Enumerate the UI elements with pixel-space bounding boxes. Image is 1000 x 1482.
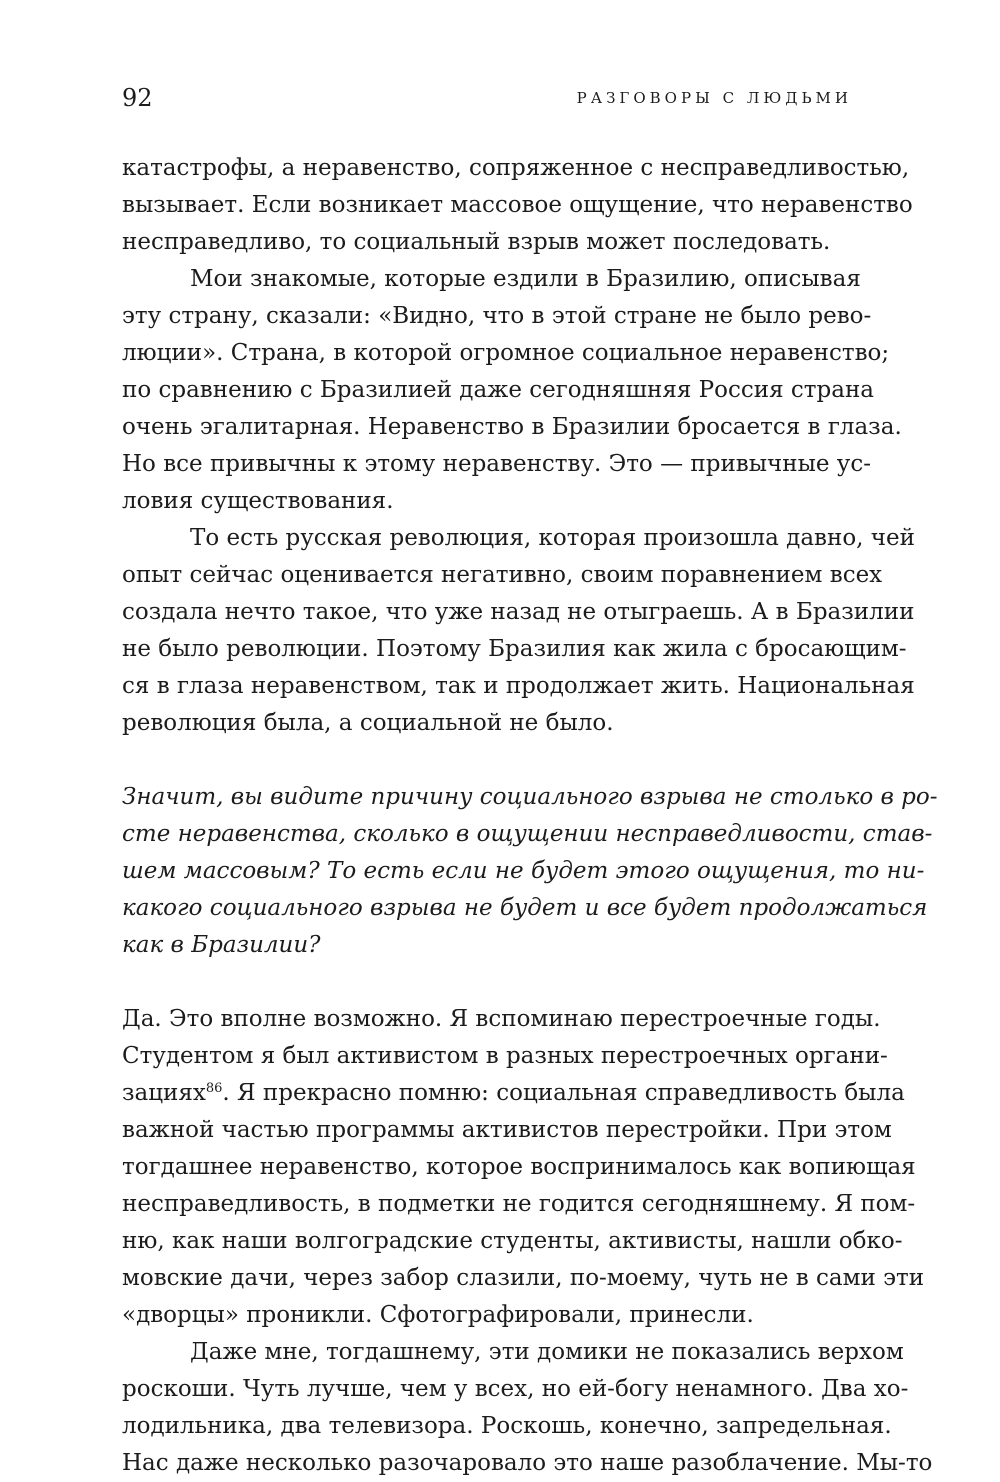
text-line: эту страну, сказали: «Видно, что в этой стране не было рево- [122,303,872,329]
paragraph [122,1334,933,1482]
text-line: какого социального взрыва не будет и все будет продолжаться [122,895,928,921]
running-title: РАЗГОВОРЫ С ЛЮДЬМИ [576,89,852,107]
footnote-reference[interactable]: 86 [205,1081,223,1096]
text-line: мовские дачи, через забор слазили, по-моему, чуть не в сами эти [122,1265,925,1291]
text-line: ню, как наши волгоградские студенты, активисты, нашли обко- [122,1228,903,1254]
text-line: роскоши. Чуть лучше, чем у всех, но ей-богу ненамного. Два хо- [122,1376,909,1402]
text-segment: зациях [122,1080,206,1106]
text-line: ся в глаза неравенством, так и продолжает жить. Национальная [122,673,915,699]
text-line: Значит, вы видите причину социального взрыва не столько в ро- [122,784,938,810]
text-line: люции». Страна, в которой огромное социальное неравенство; [122,340,890,366]
text-line: катастрофы, а неравенство, сопряженное с несправедливостью, [122,155,910,181]
text-line: вызывает. Если возникает массовое ощущение, что неравенство [122,192,913,218]
paragraph [122,261,902,520]
text-line: создала нечто такое, что уже назад не отыграешь. А в Бразилии [122,599,915,625]
text-line: ловия существования. [122,488,394,514]
text-line: революция была, а социальной не было. [122,710,614,736]
page-number: 92 [122,84,153,112]
text-line: как в Бразилии? [122,932,321,958]
paragraph [122,150,913,261]
text-line: Студентом я был активистом в разных перестроечных органи- [122,1043,888,1069]
text-line: Да. Это вполне возможно. Я вспоминаю перестроечные годы. [122,1006,881,1032]
text-line: «дворцы» проникли. Сфотографировали, принесли. [122,1302,754,1328]
interviewer-question [122,779,938,964]
text-line: сте неравенства, сколько в ощущении несправедливости, став- [122,821,933,847]
text-line: То есть русская революция, которая произошла давно, чей [190,525,915,551]
body-text [122,150,938,1482]
paragraph [122,520,915,742]
text-line: несправедливость, в подметки не годится сегодняшнему. Я пом- [122,1191,916,1217]
text-line: шем массовым? То есть если не будет этого ощущения, то ни- [122,858,925,884]
running-head [122,78,852,118]
answer-paragraph [122,1001,925,1334]
text-line: очень эгалитарная. Неравенство в Бразилии бросается в глаза. [122,414,902,440]
text-line: опыт сейчас оценивается негативно, своим поравнением всех [122,562,883,588]
text-line: тогдашнее неравенство, которое воспринималось как вопиющая [122,1154,916,1180]
text-line: лодильника, два телевизора. Роскошь, конечно, запредельная. [122,1413,892,1439]
text-line: не было революции. Поэтому Бразилия как жила с бросающим- [122,636,907,662]
text-line: Но все привычны к этому неравенству. Это — привычные ус- [122,451,871,477]
text-line: по сравнению с Бразилией даже сегодняшняя Россия страна [122,377,874,403]
text-line: Мои знакомые, которые ездили в Бразилию, описывая [190,266,861,292]
text-line: Нас даже несколько разочаровало это наше разоблачение. Мы-то [122,1450,933,1476]
text-segment: . Я прекрасно помню: социальная справедливость была [222,1080,905,1106]
text-line: важной частью программы активистов перестройки. При этом [122,1117,892,1143]
text-line: Даже мне, тогдашнему, эти домики не показались верхом [190,1339,904,1365]
text-line-with-footnote [122,1075,905,1112]
text-line: несправедливо, то социальный взрыв может последовать. [122,229,831,255]
